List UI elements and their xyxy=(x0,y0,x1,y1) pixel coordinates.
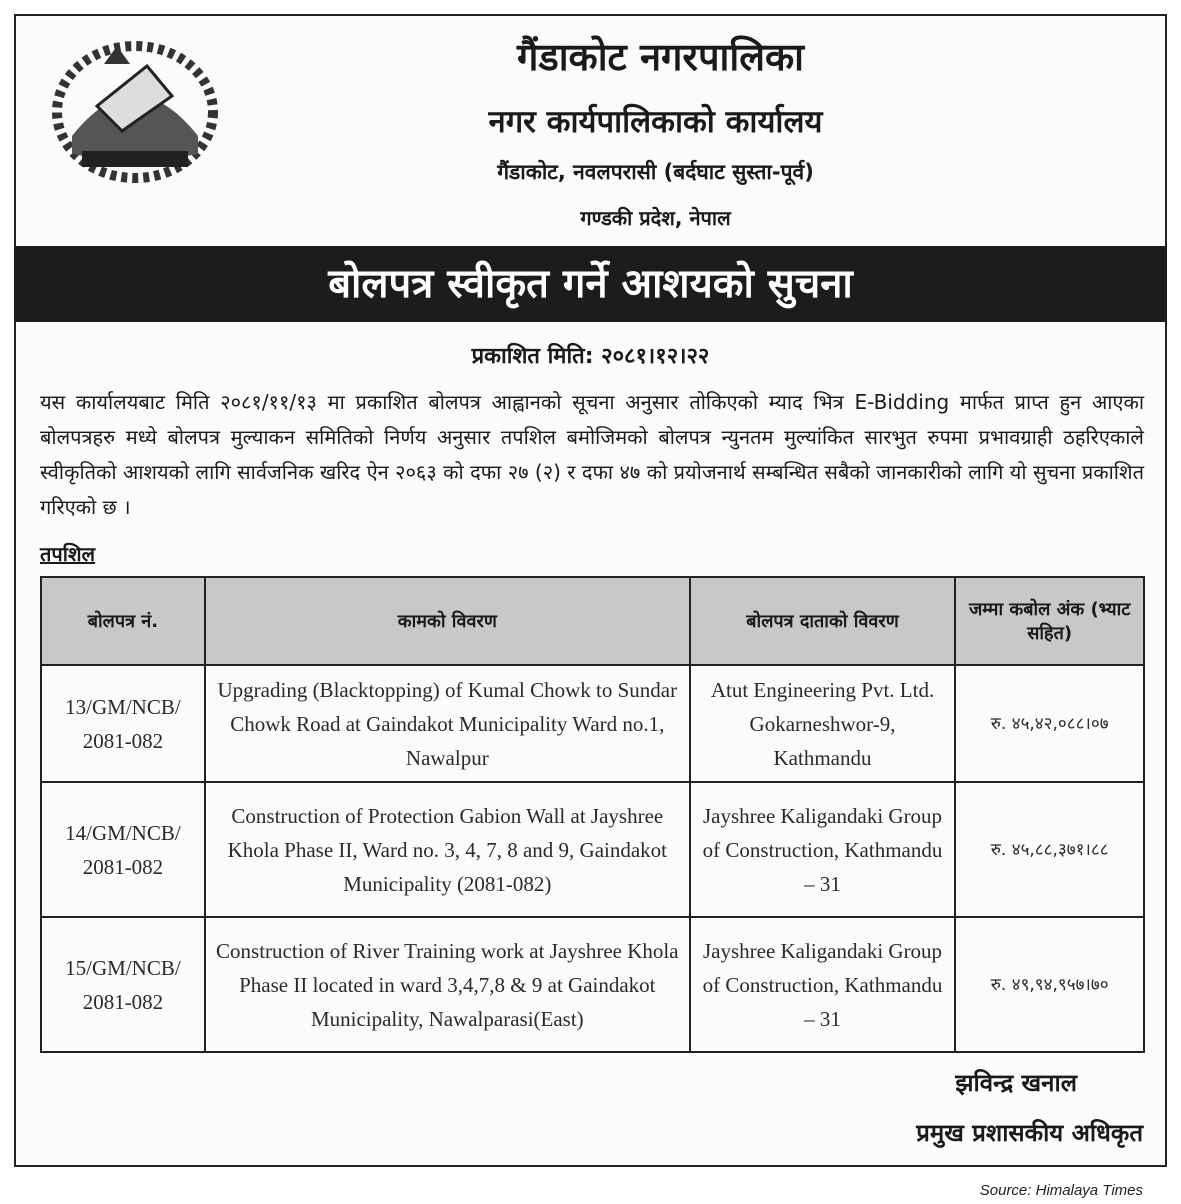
source-credit: Source: Himalaya Times xyxy=(979,1182,1143,1199)
table-header-row xyxy=(41,577,1144,665)
bid-table xyxy=(40,576,1145,1053)
notice-title: बोलपत्र स्वीकृत गर्ने आशयको सुचना xyxy=(14,246,1167,322)
amount-cell: रु. ४५,४२,०८८।०७ xyxy=(955,665,1144,782)
signer-title: प्रमुख प्रशासकीय अधिकृत xyxy=(916,1119,1143,1147)
work-cell: Construction of River Training work at Jayshree Khola Phase II located in ward 3,4,7,8 & 9 at Gaindakot Municipality, Nawalparasi(East) xyxy=(205,917,690,1052)
amount-cell: रु. ४५,८८,३७१।८८ xyxy=(955,782,1144,917)
signer-name: झविन्द्र खनाल xyxy=(955,1069,1077,1097)
schedule-label: तपशिल xyxy=(40,542,96,566)
header-work-description: कामको विवरण xyxy=(205,577,690,665)
bid-no-cell: 14/GM/NCB/ 2081-082 xyxy=(41,782,205,917)
bidder-cell: Jayshree Kaligandaki Group of Construction, Kathmandu – 31 xyxy=(690,782,956,917)
header-bidder-details: बोलपत्र दाताको विवरण xyxy=(690,577,956,665)
municipality-name: गैंडाकोट नगरपालिका xyxy=(516,35,805,79)
office-name: नगर कार्यपालिकाको कार्यालय xyxy=(488,104,823,140)
amount-cell: रु. ४९,९४,९५७।७० xyxy=(955,917,1144,1052)
province-country: गण्डकी प्रदेश, नेपाल xyxy=(580,206,731,230)
table-row xyxy=(41,782,1144,917)
table-row xyxy=(41,917,1144,1052)
header-bid-no: बोलपत्र नं. xyxy=(41,577,205,665)
table-row xyxy=(41,665,1144,782)
bid-no-cell: 13/GM/NCB/ 2081-082 xyxy=(41,665,205,782)
bid-no-cell: 15/GM/NCB/ 2081-082 xyxy=(41,917,205,1052)
bidder-cell: Atut Engineering Pvt. Ltd. Gokarneshwor-9, Kathmandu xyxy=(690,665,956,782)
work-cell: Construction of Protection Gabion Wall at Jayshree Khola Phase II, Ward no. 3, 4, 7, 8 and 9, Gaindakot Municipality (2081-082) xyxy=(205,782,690,917)
publication-date: प्रकाशित मिति: २०८१।१२।२२ xyxy=(471,344,710,369)
bidder-cell: Jayshree Kaligandaki Group of Construction, Kathmandu – 31 xyxy=(690,917,956,1052)
work-cell: Upgrading (Blacktopping) of Kumal Chowk to Sundar Chowk Road at Gaindakot Municipality Ward no.1, Nawalpur xyxy=(205,665,690,782)
header-total-amount: जम्मा कबोल अंक (भ्याट सहित) xyxy=(955,577,1144,665)
office-address: गैंडाकोट, नवलपरासी (बर्दघाट सुस्ता-पूर्व) xyxy=(497,160,814,184)
notice-body: यस कार्यालयबाट मिति २०८१/११/१३ मा प्रकाशित बोलपत्र आह्वानको सूचना अनुसार तोकिएको म्याद भित्र E-Bidding मार्फत प्राप्त हुन आएका बोलपत्रहरु मध्ये बोलपत्र मुल्याकन समितिको निर्णय अनुसार तपशिल बमोजिमको बोलपत्र न्युनतम मुल्यांकित सारभुत रुपमा प्रभावग्राही ठहरिएकाले स्वीकृतिको आशयको लागि सार्वजनिक खरिद ऐन २०६३ को दफा २७ (२) र दफा ४७ को प्रयोजनार्थ सम्बन्धित सबैको जानकारीको लागि यो सुचना प्रकाशित गरिएको छ । xyxy=(40,390,1144,519)
